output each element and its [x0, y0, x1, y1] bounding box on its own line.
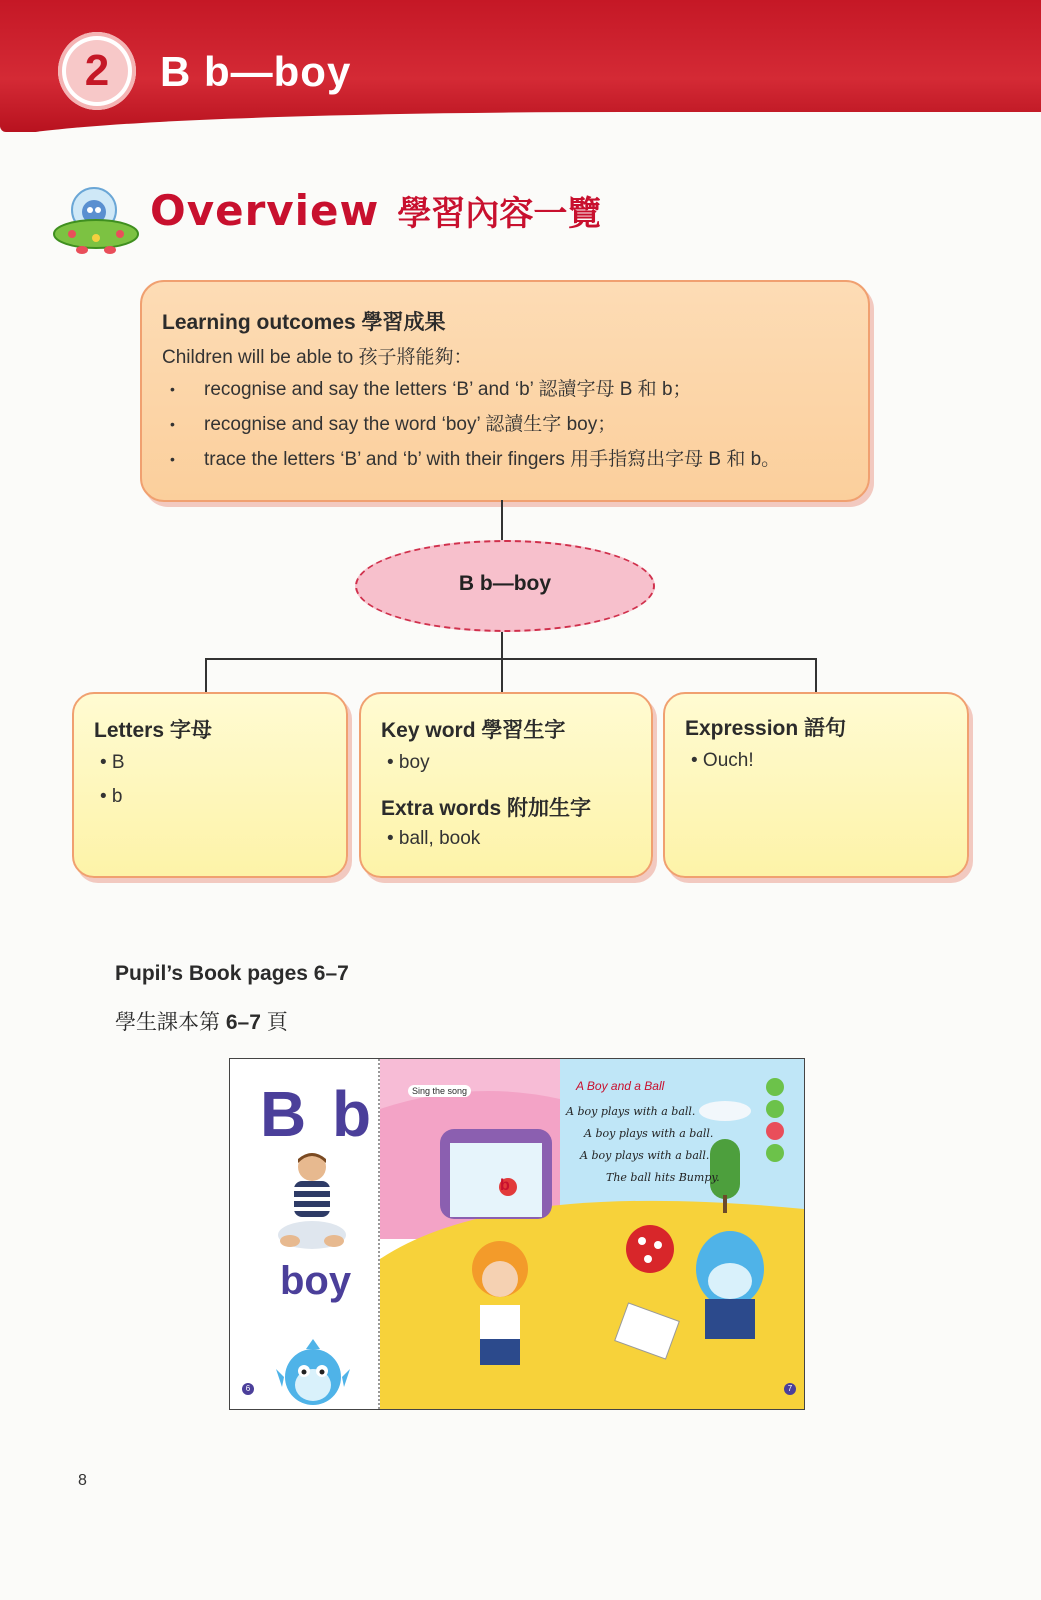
expression-box [663, 692, 969, 878]
song-line: A boy plays with a ball. [580, 1149, 710, 1162]
extra-words-heading: Extra words 附加生字 [381, 797, 592, 820]
ufo-icon [52, 182, 142, 262]
boy-photo-icon [272, 1149, 350, 1257]
window-letter: b [500, 1177, 510, 1194]
key-word-box [359, 692, 653, 878]
connector-line [205, 658, 817, 660]
letters-box [72, 692, 348, 878]
pupils-book-spread-image [229, 1058, 805, 1410]
book-right-page [380, 1059, 804, 1409]
overview-title-en: Overview [150, 186, 380, 235]
letters-item: • B [100, 752, 125, 773]
outcome-item: • recognise and say the letters ‘B’ and ‘b’ 認讀字母 B 和 b； [162, 372, 862, 407]
topic-oval-label: B b—boy [458, 572, 552, 595]
learning-outcomes-box [140, 280, 870, 502]
learning-outcomes-heading: Learning outcomes 學習成果 [162, 311, 446, 334]
letters-heading: Letters 字母 [94, 719, 212, 742]
book-right-page-number: 7 [784, 1383, 796, 1395]
bumpy-character-icon [276, 1335, 350, 1407]
book-word-boy: boy [280, 1259, 352, 1303]
extra-words-item: • ball, book [387, 828, 481, 849]
expression-item: • Ouch! [691, 750, 754, 771]
learning-outcomes-list [162, 372, 862, 477]
chapter-number-badge [58, 32, 136, 110]
chapter-title: B b—boy [160, 48, 352, 95]
overview-title [150, 186, 601, 235]
key-word-heading: Key word 學習生字 [381, 719, 566, 742]
expression-heading: Expression 語句 [685, 717, 847, 740]
book-left-page [230, 1059, 380, 1409]
letters-item: • b [100, 786, 123, 807]
connector-line [501, 628, 503, 692]
connector-line [501, 500, 503, 542]
pupils-book-zh-suffix: 頁 [260, 1011, 288, 1034]
song-title: A Boy and a Ball [576, 1079, 665, 1093]
song-line: The ball hits Bumpy. [606, 1171, 720, 1184]
outcome-item: • recognise and say the word ‘boy’ 認讀生字 boy； [162, 407, 862, 442]
page-number: 8 [78, 1472, 87, 1489]
chapter-number: 2 [66, 40, 128, 102]
sing-the-song-label: Sing the song [408, 1085, 471, 1097]
book-left-page-number: 6 [242, 1383, 254, 1395]
pupils-book-zh-pages: 6–7 [225, 1011, 261, 1034]
learning-outcomes-subheading: Children will be able to 孩子將能夠： [162, 347, 473, 368]
connector-line [205, 658, 207, 692]
book-letters: B b [260, 1078, 376, 1150]
pupils-book-zh-prefix: 學生課本第 [115, 1011, 226, 1034]
topic-oval [355, 540, 655, 632]
pupils-book-pages-zh [115, 1006, 288, 1036]
key-word-item: • boy [387, 752, 430, 773]
pupils-book-pages-en: Pupil’s Book pages 6–7 [115, 962, 349, 985]
outcome-item: • trace the letters ‘B’ and ‘b’ with their fingers 用手指寫出字母 B 和 b。 [162, 442, 862, 477]
connector-line [815, 658, 817, 692]
song-line: A boy plays with a ball. [566, 1105, 696, 1118]
overview-title-zh: 學習內容一覽 [397, 194, 602, 234]
song-line: A boy plays with a ball. [584, 1127, 714, 1140]
